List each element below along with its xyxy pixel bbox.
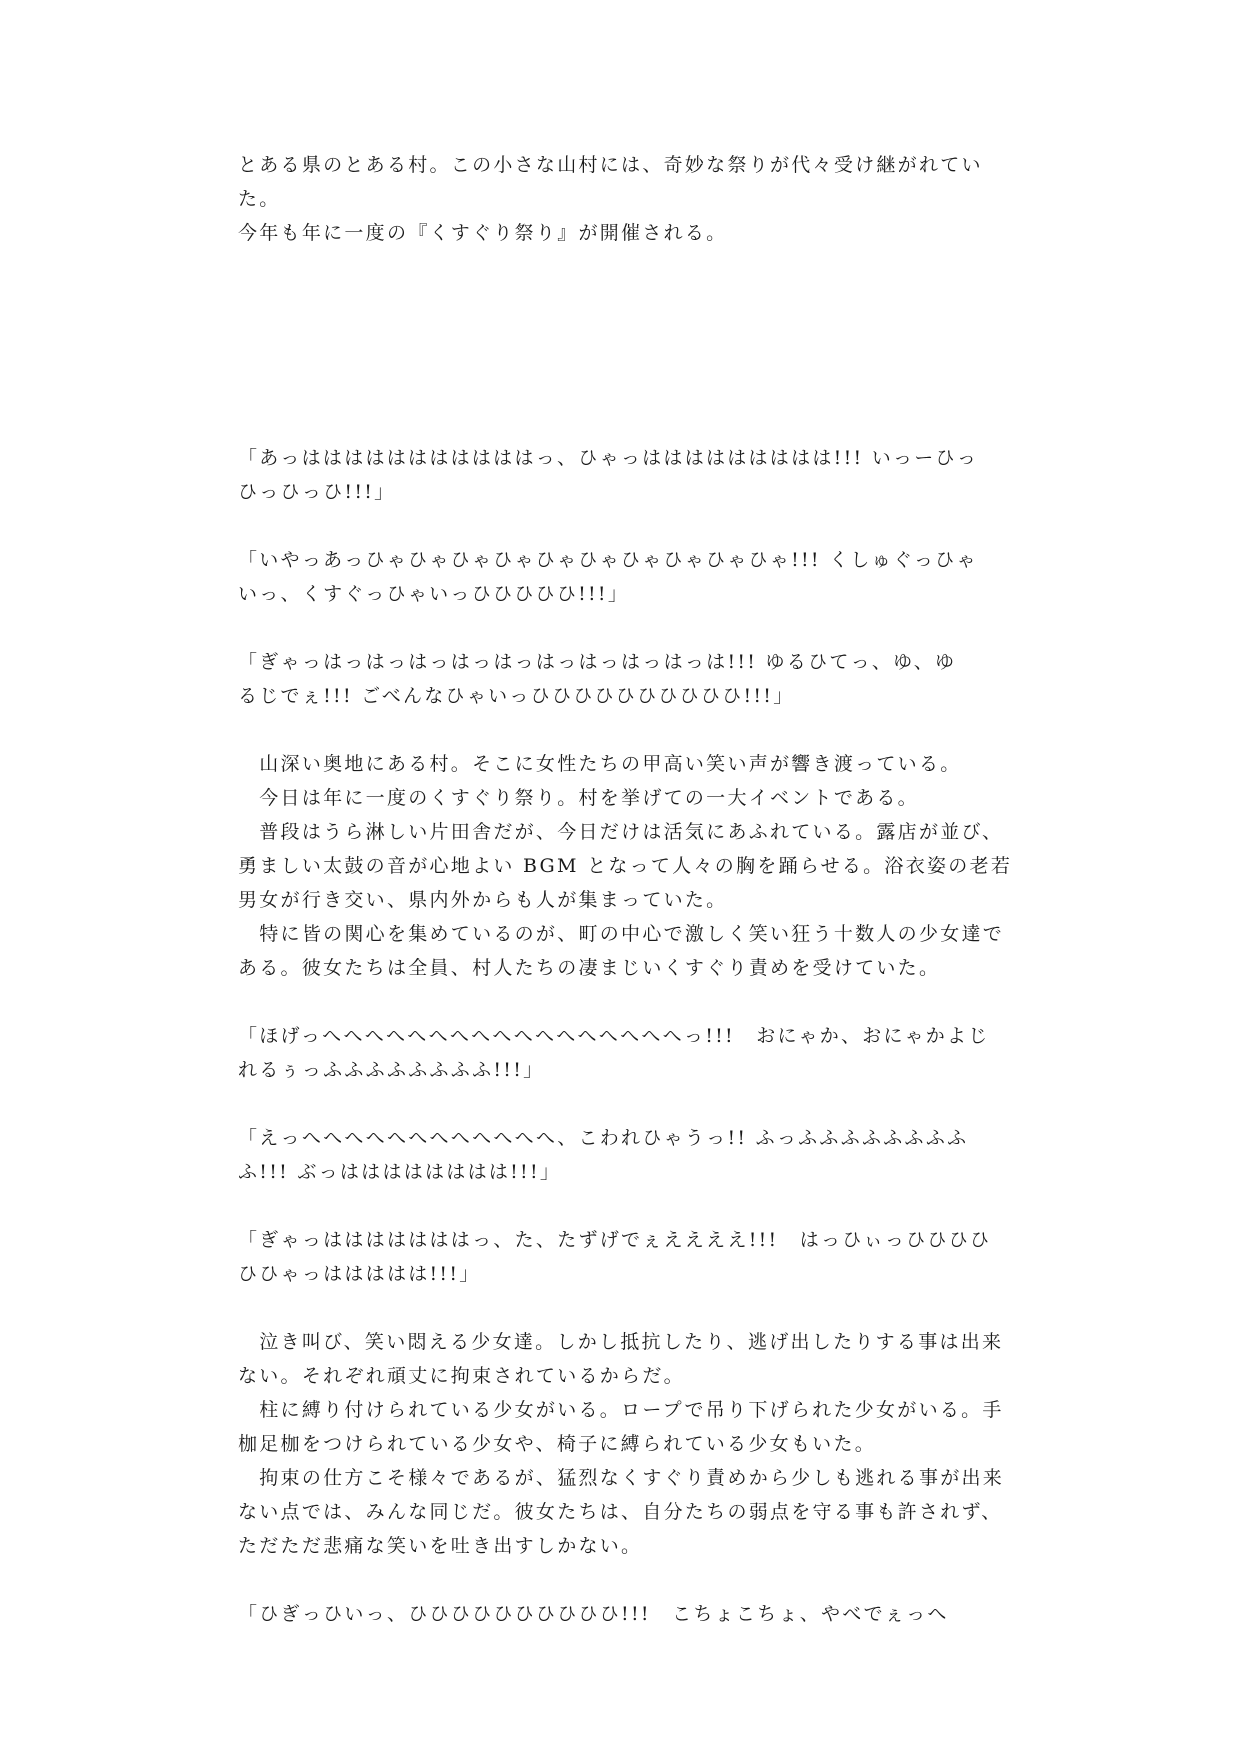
- text-line: とある県のとある村。この小さな山村には、奇妙な祭りが代々受け継がれてい: [238, 154, 983, 176]
- text-line: ない。それぞれ頑丈に拘束されているからだ。: [238, 1365, 685, 1387]
- text-line: 男女が行き交い、県内外からも人が集まっていた。: [238, 889, 728, 911]
- text-line: 今年も年に一度の『くすぐり祭り』が開催される。: [238, 222, 728, 244]
- text-line: 「ひぎっひいっ、ひひひひひひひひひひ!!! こちょこちょ、やべでぇっへ: [238, 1603, 949, 1625]
- text-line: 「えっへへへへへへへへへへへへ、こわれひゃうっ!! ふっふふふふふふふふ: [238, 1127, 969, 1149]
- text-line: 「ぎゃっはははははははっ、た、たずげでぇええええ!!! はっひぃっひひひひ: [238, 1229, 992, 1251]
- blank-line: [238, 1189, 1013, 1223]
- text-line: いっ、くすぐっひゃいっひひひひひ!!!」: [238, 583, 630, 605]
- blank-line: [238, 1291, 1013, 1325]
- text-line: 普段はうら淋しい片田舎だが、今日だけは活気にあふれている。露店が並び、: [238, 821, 1004, 843]
- text-line: れるぅっふふふふふふふふ!!!」: [238, 1059, 545, 1081]
- text-line: 山深い奥地にある村。そこに女性たちの甲高い笑い声が響き渡っている。: [238, 753, 962, 775]
- blank-line: [238, 713, 1013, 747]
- text-line: 「ほげっへへへへへへへへへへへへへへへへへっ!!! おにゃか、おにゃかよじ: [238, 1025, 990, 1047]
- text-line: 「ぎゃっはっはっはっはっはっはっはっはっはっは!!! ゆるひてっ、ゆ、ゆ: [238, 651, 957, 673]
- text-line: 勇ましい太鼓の音が心地よい BGM となって人々の胸を踊らせる。浴衣姿の老若: [238, 855, 1013, 877]
- text-line: た。: [238, 188, 281, 210]
- blank-line: [238, 1563, 1013, 1597]
- text-line: ひひゃっははははは!!!」: [238, 1263, 481, 1285]
- text-line: 柱に縛り付けられている少女がいる。ロープで吊り下げられた少女がいる。手: [238, 1399, 1004, 1421]
- story-body: [238, 441, 1013, 1631]
- text-line: 「あっはははははははははははっ、ひゃっははははははははは!!! いっーひっ: [238, 447, 979, 469]
- blank-line: [238, 985, 1013, 1019]
- text-line: ある。彼女たちは全員、村人たちの凄まじいくすぐり責めを受けていた。: [238, 957, 941, 979]
- text-line: 特に皆の関心を集めているのが、町の中心で激しく笑い狂う十数人の少女達で: [238, 923, 1005, 945]
- blank-line: [238, 611, 1013, 645]
- text-line: ない点では、みんな同じだ。彼女たちは、自分たちの弱点を守る事も許されず、: [238, 1501, 1003, 1523]
- text-line: 枷足枷をつけられている少女や、椅子に縛られている少女もいた。: [238, 1433, 877, 1455]
- text-line: 「いやっあっひゃひゃひゃひゃひゃひゃひゃひゃひゃひゃ!!! くしゅぐっひゃ: [238, 549, 978, 571]
- blank-line: [238, 509, 1013, 543]
- text-line: ただただ悲痛な笑いを吐き出すしかない。: [238, 1535, 643, 1557]
- text-line: 拘束の仕方こそ様々であるが、猛烈なくすぐり責めから少しも逃れる事が出来: [238, 1467, 1005, 1489]
- blank-line: [238, 1087, 1013, 1121]
- text-line: 今日は年に一度のくすぐり祭り。村を挙げての一大イベントである。: [238, 787, 919, 809]
- intro-paragraph: [238, 148, 1013, 250]
- text-line: 泣き叫び、笑い悶える少女達。しかし抵抗したり、逃げ出したりする事は出来: [238, 1331, 1004, 1353]
- text-line: ひっひっひ!!!」: [238, 481, 396, 503]
- text-line: ふ!!! ぶっはははははははは!!!」: [238, 1161, 562, 1183]
- text-line: るじでぇ!!! ごべんなひゃいっひひひひひひひひひひ!!!」: [238, 685, 795, 707]
